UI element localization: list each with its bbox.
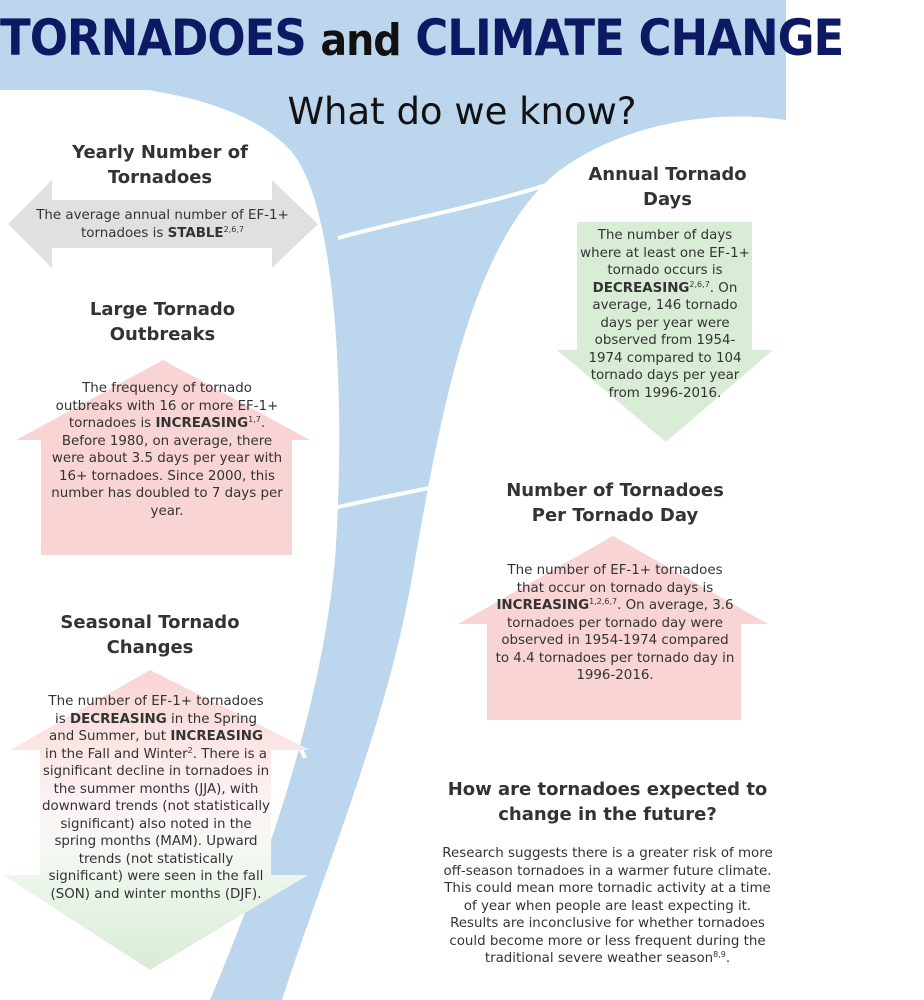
annual-days-heading: Annual Tornado Days (588, 164, 747, 210)
status-badge: DECREASING (70, 711, 167, 727)
title-part-1: TORNADOES (0, 9, 306, 67)
status-badge: INCREASING (170, 729, 263, 744)
status-badge: DECREASING (592, 280, 690, 296)
seasonal-heading: Seasonal Tornado Changes (60, 612, 240, 658)
status-badge: STABLE (167, 225, 224, 241)
title-part-2: and (320, 15, 401, 66)
page-subtitle: What do we know? (287, 90, 637, 133)
title-part-3: CLIMATE CHANGE (415, 9, 844, 67)
yearly-heading: Yearly Number of Tornadoes (72, 142, 248, 188)
page-title (0, 6, 844, 73)
annual-days-text: The number of days where at least one EF-1+ tornado occurs is DECREASING$^{2,6,7}$. On average, 146 tornado days per year were observed from 1954-1974 compared to 104 tornado days per year from 1996-2016. (580, 228, 750, 401)
yearly-text: The average annual number of EF-1+ tornadoes is STABLE$^{2,6,7}$ (36, 208, 289, 241)
per-day-heading: Number of Tornadoes Per Tornado Day (506, 480, 724, 526)
future-heading: How are tornadoes expected to change in the future? (447, 779, 768, 825)
status-badge: INCREASING (155, 416, 249, 431)
seasonal-text: The number of EF-1+ tornadoes is DECREASING in the Spring and Summer, but INCREASING in the Fall and Winter$^2$. There is a significant decline in tornadoes in the summer months (JJA), with downward trends (not statistically significant) also noted in the spring months (MAM). Upward trends (not statistically significant) were seen in the fall (SON) and winter months (DJF). (42, 694, 270, 902)
outbreaks-heading: Large Tornado Outbreaks (89, 299, 236, 345)
status-badge: INCREASING (496, 598, 590, 613)
outbreaks-text: The frequency of tornado outbreaks with 16 or more EF-1+ tornadoes is INCREASING$^{1,7}$. Before 1980, on average, there were about 3.5 days per year with 16+ tornadoes. Since 2000, this number has doubled to 7 days per year. (51, 381, 283, 519)
future-text: Research suggests there is a greater risk of more off-season tornadoes in a warmer future climate. This could mean more tornadic activity at a time of year when people are least expecting it. Results are inconclusive for whether tornadoes could become more or less frequent during the traditional severe weather season$^{8,9}$. (442, 846, 773, 966)
per-day-text: The number of EF-1+ tornadoes that occur on tornado days is INCREASING$^{1,2,6,7}$. On average, 3.6 tornadoes per tornado day were observed in 1954-1974 compared to 4.4 tornadoes per tornado day in 1996-2016. (495, 563, 735, 683)
